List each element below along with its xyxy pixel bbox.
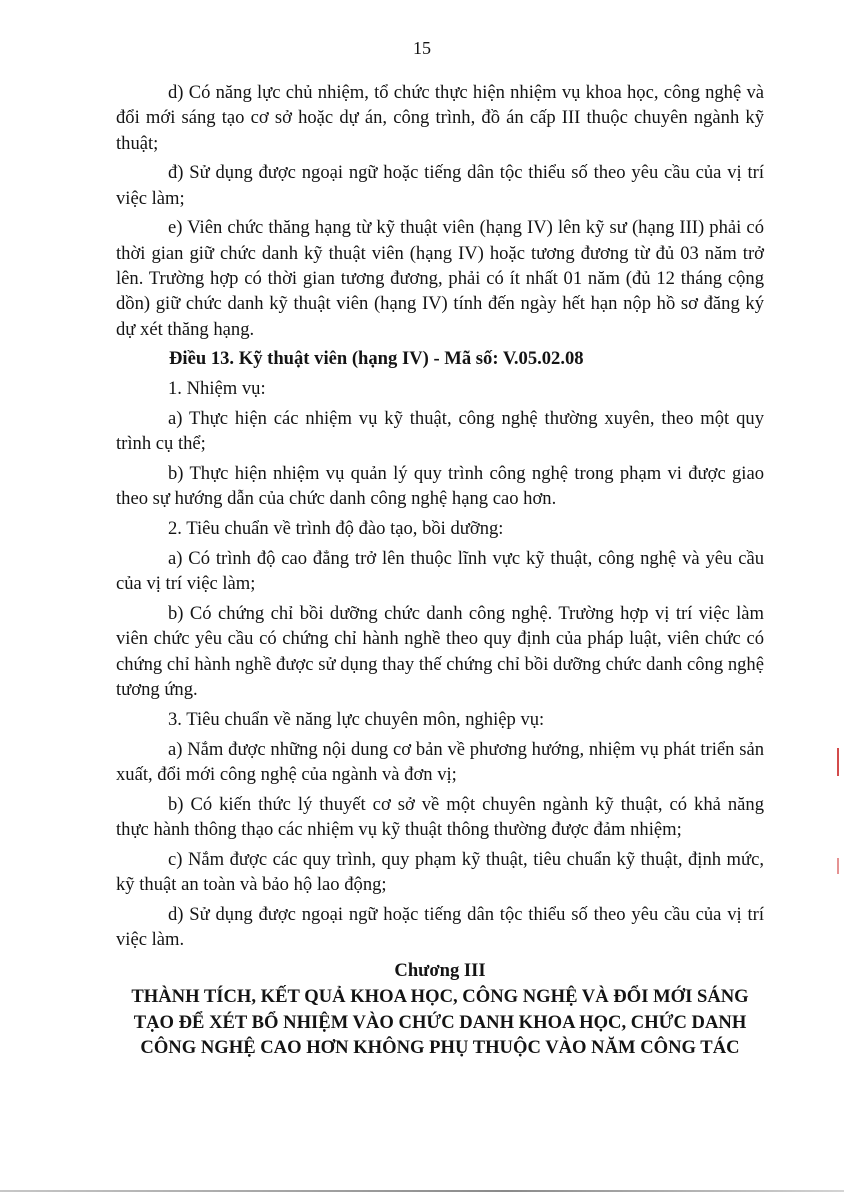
scan-bottom-edge [0, 1190, 844, 1192]
chapter-label: Chương III [394, 960, 486, 981]
competence-b: b) Có kiến thức lý thuyết cơ sở về một chuyên ngành kỹ thuật, có khả năng thực hành thông thạo các nhiệm vụ kỹ thuật thông thường được đảm nhiệm; [116, 793, 764, 841]
document-body [116, 80, 764, 953]
page-number: 15 [413, 38, 431, 58]
paragraph-dd-language: đ) Sử dụng được ngoại ngữ hoặc tiếng dân tộc thiểu số theo yêu cầu của vị trí việc làm; [116, 162, 764, 209]
margin-scan-mark [837, 858, 839, 874]
section-2-training: 2. Tiêu chuẩn về trình độ đào tạo, bồi dưỡng: [168, 518, 504, 540]
chapter-title: THÀNH TÍCH, KẾT QUẢ KHOA HỌC, CÔNG NGHỆ VÀ ĐỔI MỚI SÁNG TẠO ĐỂ XÉT BỔ NHIỆM VÀO CHỨC DANH KHOA HỌC, CHỨC DANH CÔNG NGHỆ CAO HƠN KHÔNG PHỤ THUỘC VÀO NĂM CÔNG TÁC [131, 986, 749, 1058]
article-13-heading: Điều 13. Kỹ thuật viên (hạng IV) - Mã số: V.05.02.08 [169, 348, 584, 370]
training-b: b) Có chứng chỉ bồi dưỡng chức danh công nghệ. Trường hợp vị trí việc làm viên chức yêu cầu có chứng chỉ hành nghề theo quy định của pháp luật, viên chức có chứng chỉ hành nghề được sử dụng thay thế chứng chỉ bồi dưỡng chức danh công nghệ tương ứng. [116, 603, 764, 701]
chapter-heading [116, 958, 764, 1060]
paragraph-d-research-capacity: d) Có năng lực chủ nhiệm, tổ chức thực hiện nhiệm vụ khoa học, công nghệ và đổi mới sáng tạo cơ sở hoặc dự án, công trình, đồ án cấp III thuộc chuyên ngành kỹ thuật; [116, 82, 764, 154]
paragraph-e-promotion: e) Viên chức thăng hạng từ kỹ thuật viên (hạng IV) lên kỹ sư (hạng III) phải có thời gian giữ chức danh kỹ thuật viên (hạng IV) hoặc tương đương từ đủ 03 năm trở lên. Trường hợp có thời gian tương đương, phải có ít nhất 01 năm (đủ 12 tháng cộng dồn) giữ chức danh kỹ thuật viên (hạng IV) tính đến ngày hết hạn nộp hồ sơ đăng ký dự xét thăng hạng. [116, 217, 764, 340]
competence-a: a) Nắm được những nội dung cơ bản về phương hướng, nhiệm vụ phát triển sản xuất, đổi mới công nghệ của ngành và đơn vị; [116, 738, 764, 785]
duty-b: b) Thực hiện nhiệm vụ quản lý quy trình công nghệ trong phạm vi được giao theo sự hướng dẫn của chức danh công nghệ hạng cao hơn. [116, 463, 764, 510]
margin-scan-mark [837, 748, 839, 776]
competence-d: d) Sử dụng được ngoại ngữ hoặc tiếng dân tộc thiểu số theo yêu cầu của vị trí việc làm. [116, 903, 764, 951]
training-a: a) Có trình độ cao đẳng trở lên thuộc lĩnh vực kỹ thuật, công nghệ và yêu cầu của vị trí việc làm; [116, 548, 764, 595]
duty-a: a) Thực hiện các nhiệm vụ kỹ thuật, công nghệ thường xuyên, theo một quy trình cụ thể; [116, 408, 764, 455]
competence-c: c) Nắm được các quy trình, quy phạm kỹ thuật, tiêu chuẩn kỹ thuật, định mức, kỹ thuật an toàn và bảo hộ lao động; [116, 848, 764, 896]
section-3-competence: 3. Tiêu chuẩn về năng lực chuyên môn, nghiệp vụ: [168, 708, 545, 730]
section-1-duties: 1. Nhiệm vụ: [168, 378, 266, 400]
